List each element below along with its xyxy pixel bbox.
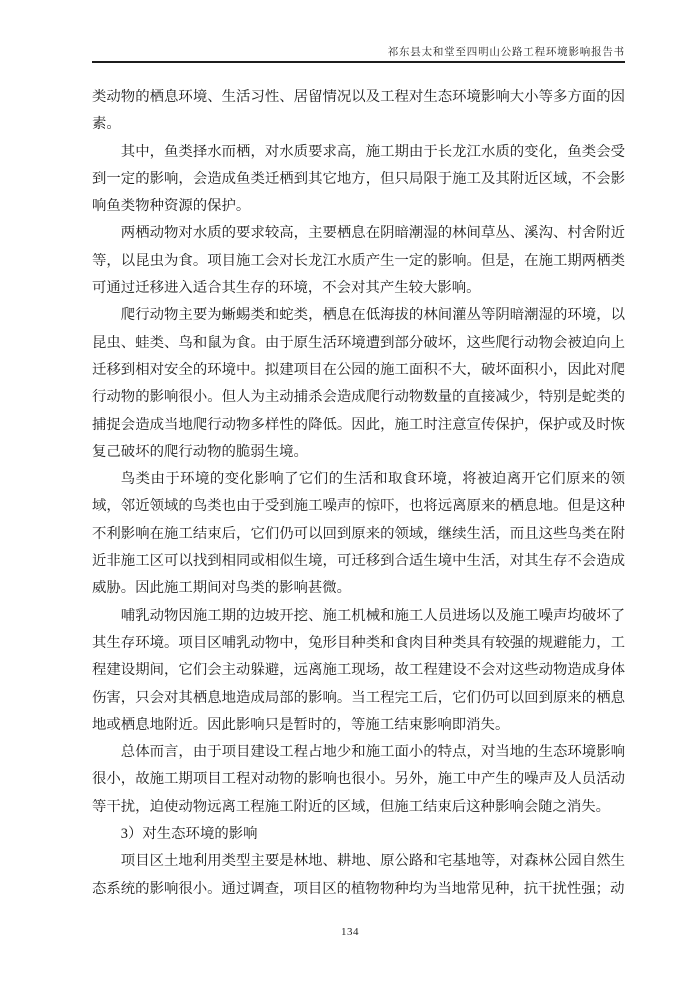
paragraph: 鸟类由于环境的变化影响了它们的生活和取食环境，将被迫离开它们原来的领域，邻近领域的鸟类也由于受到施工噪声的惊吓，也将远离原来的栖息地。但是这种不利影响在施工结束后，它们仍可以回到原来的领域，继续生活，而且这些鸟类在附近非施工区可以找到相同或相似生境，可迁移到合适生境中生活，对其生存不会造成威胁。因此施工期间对鸟类的影响甚微。 (92, 471, 625, 597)
paragraph: 哺乳动物因施工期的边坡开挖、施工机械和施工人员进场以及施工噪声均破坏了其生存环境。项目区哺乳动物中，兔形目种类和食肉目种类具有较强的规避能力，工程建设期间，它们会主动躲避，远离施工现场，故工程建设不会对这些动物造成身体伤害，只会对其栖息地造成局部的影响。当工程完工后，它们仍可以回到原来的栖息地或栖息地附近。因此影响只是暂时的，等施工结束影响即消失。 (92, 607, 625, 733)
paragraph: 项目区土地利用类型主要是林地、耕地、原公路和宅基地等，对森林公园自然生态系统的影响很小。通过调查，项目区的植物物种均为当地常见种，抗干扰性强；动 (92, 853, 625, 897)
paragraph: 其中，鱼类择水而栖，对水质要求高，施工期由于长龙江水质的变化，鱼类会受到一定的影响，会造成鱼类迁栖到其它地方，但只局限于施工及其附近区域，不会影响鱼类物种资源的保护。 (92, 143, 625, 215)
paragraph: 类动物的栖息环境、生活习性、居留情况以及工程对生态环境影响大小等多方面的因素。 (92, 89, 625, 133)
paragraph: 爬行动物主要为蜥蜴类和蛇类，栖息在低海拔的林间灌丛等阴暗潮湿的环境，以昆虫、蛙类、鸟和鼠为食。由于原生活环境遭到部分破坏，这些爬行动物会被迫向上迁移到相对安全的环境中。拟建项目在公园的施工面积不大，破坏面积小，因此对爬行动物的影响很小。但人为主动捕杀会造成爬行动物数量的直接减少，特别是蛇类的捕捉会造成当地爬行动物多样性的降低。因此，施工时注意宣传保护，保护或及时恢复己破坏的爬行动物的脆弱生境。 (92, 307, 625, 460)
page-footer (0, 922, 700, 940)
page-number: 134 (341, 926, 359, 938)
header-rule (92, 61, 625, 63)
document-body (92, 84, 625, 903)
paragraph: 两栖动物对水质的要求较高，主要栖息在阴暗潮湿的林间草丛、溪沟、村舍附近等，以昆虫为食。项目施工会对长龙江水质产生一定的影响。但是，在施工期两栖类可通过迁移进入适合其生存的环境，不会对其产生较大影响。 (92, 225, 625, 297)
header-title: 祁东县太和堂至四明山公路工程环境影响报告书 (387, 47, 625, 58)
paragraph: 总体而言，由于项目建设工程占地少和施工面小的特点，对当地的生态环境影响很小，故施工期项目工程对动物的影响也很小。另外，施工中产生的噪声及人员活动等干扰，迫使动物远离工程施工附近的区域，但施工结束后这种影响会随之消失。 (92, 744, 625, 815)
paragraph: 3）对生态环境的影响 (120, 826, 258, 843)
